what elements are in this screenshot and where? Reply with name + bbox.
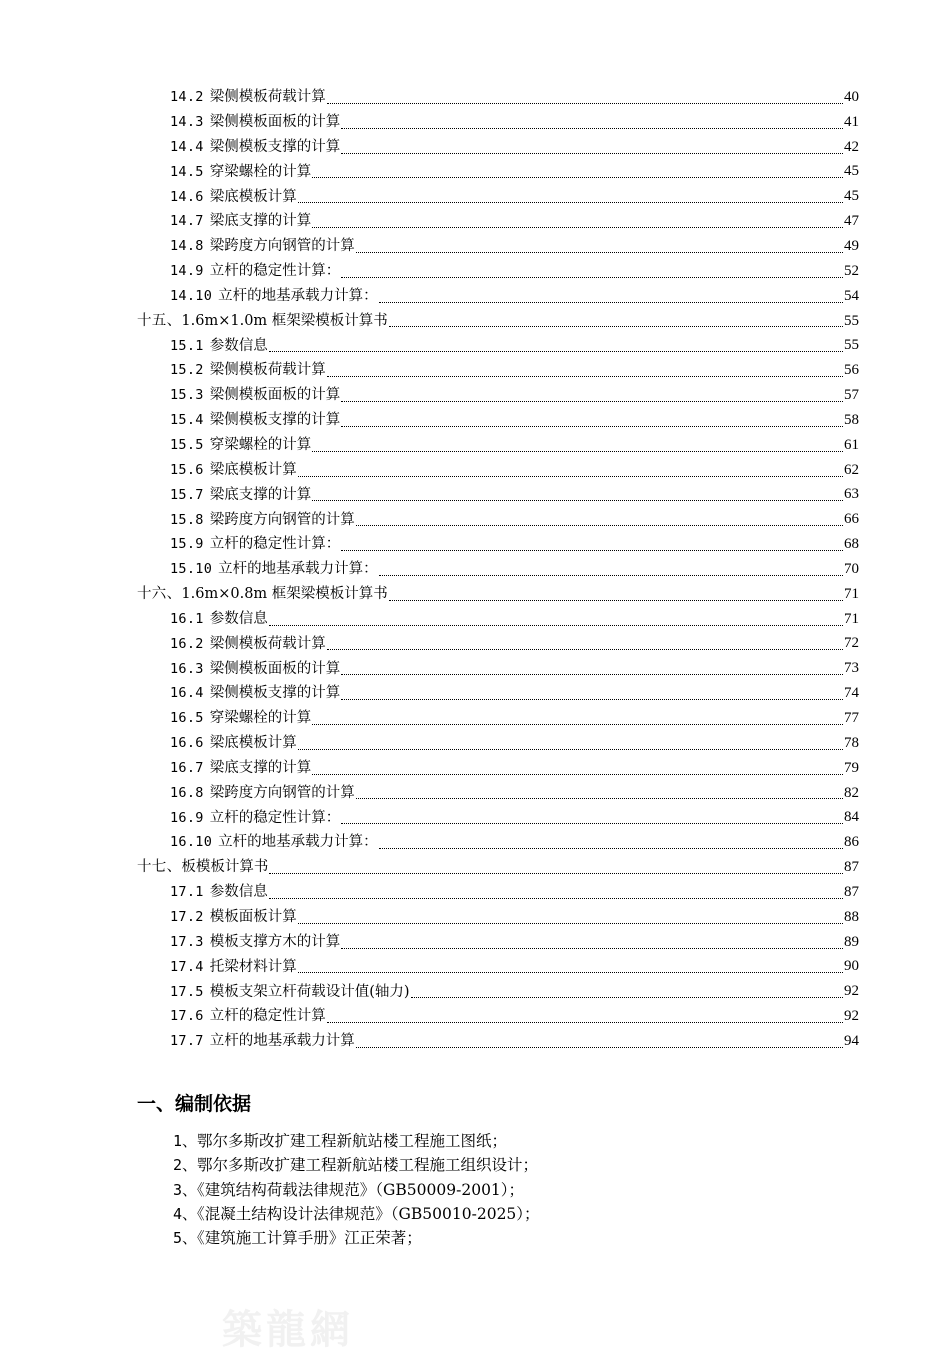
toc-dot-leader (341, 401, 843, 402)
toc-entry-title (170, 140, 340, 155)
toc-entry-number: 17.5 (170, 983, 204, 1000)
toc-section-entry[interactable] (0, 259, 950, 284)
basis-item (137, 1153, 877, 1177)
toc-page-number: 57 (844, 387, 859, 404)
toc-entry-number: 17.4 (170, 958, 204, 975)
toc-section-entry[interactable] (0, 979, 950, 1004)
toc-entry-title (170, 711, 311, 726)
toc-page-number: 71 (844, 610, 859, 627)
toc-entry-text: 1.6m×0.8m 框架梁模板计算书 (181, 586, 388, 603)
toc-dot-leader (327, 1022, 843, 1023)
basis-item-text: 《混凝土结构设计法律规范》（GB50010-2025）； (197, 1204, 540, 1223)
toc-entry-number: 16.4 (170, 685, 204, 702)
toc-entry-text: 梁底模板计算 (209, 461, 297, 478)
toc-entry-title (137, 860, 268, 875)
toc-entry-title (170, 662, 340, 677)
toc-entry-text: 立杆的稳定性计算： (209, 809, 341, 826)
toc-dot-leader (269, 351, 843, 352)
toc-entry-text: 梁底支撑的计算 (209, 213, 312, 230)
toc-entry-number: 14.3 (170, 114, 204, 131)
toc-section-entry[interactable] (0, 880, 950, 905)
toc-page-number: 74 (844, 685, 859, 702)
toc-entry-title (170, 488, 311, 503)
basis-item (137, 1178, 877, 1202)
toc-entry-number: 14.8 (170, 238, 204, 255)
toc-page-number: 87 (844, 859, 859, 876)
toc-entry-number: 15.6 (170, 461, 204, 478)
toc-page-number: 78 (844, 734, 859, 751)
toc-dot-leader (327, 103, 843, 104)
toc-entry-text: 模板面板计算 (209, 909, 297, 926)
toc-dot-leader (341, 823, 843, 824)
toc-entry-number: 16.3 (170, 660, 204, 677)
toc-page-number: 89 (844, 933, 859, 950)
toc-entry-number: 14.10 (170, 287, 213, 304)
toc-entry-title (170, 910, 297, 925)
toc-entry-title (170, 736, 297, 751)
toc-dot-leader (269, 625, 843, 626)
toc-entry-number: 十六、 (137, 586, 182, 603)
toc-dot-leader (312, 227, 843, 228)
toc-dot-leader (269, 898, 843, 899)
basis-list (137, 1129, 877, 1250)
toc-dot-leader (327, 649, 843, 650)
toc-dot-leader (356, 798, 843, 799)
toc-entry-text: 梁跨度方向钢管的计算 (209, 511, 355, 528)
toc-entry-number: 15.2 (170, 362, 204, 379)
basis-item-index: 1、 (173, 1132, 198, 1150)
toc-dot-leader (356, 1047, 843, 1048)
toc-dot-leader (312, 177, 843, 178)
toc-entry-text: 梁侧模板支撑的计算 (209, 685, 341, 702)
section-compilation-basis (137, 1089, 877, 1250)
toc-entry-number: 十七、 (137, 859, 182, 876)
toc-dot-leader (298, 476, 843, 477)
toc-page-number: 72 (844, 635, 859, 652)
toc-dot-leader (341, 128, 843, 129)
toc-entry-title (170, 264, 340, 279)
toc-entry-title (170, 786, 355, 801)
basis-item-text: 鄂尔多斯改扩建工程新航站楼工程施工图纸； (197, 1132, 508, 1150)
toc-dot-leader (312, 774, 843, 775)
toc-section-entry[interactable] (0, 930, 950, 955)
toc-entry-text: 立杆的稳定性计算： (209, 536, 341, 553)
toc-entry-text: 梁跨度方向钢管的计算 (209, 238, 355, 255)
toc-entry-title (170, 1034, 355, 1049)
toc-entry-text: 立杆的稳定性计算 (209, 1008, 326, 1025)
toc-section-entry[interactable] (0, 632, 950, 657)
toc-entry-text: 梁侧模板荷载计算 (209, 89, 326, 106)
toc-section-entry[interactable] (0, 805, 950, 830)
basis-item-index: 3、 (173, 1180, 198, 1199)
toc-section-entry[interactable] (0, 507, 950, 532)
toc-page-number: 54 (844, 287, 859, 304)
toc-page-number: 47 (844, 213, 859, 230)
toc-page-number: 86 (844, 834, 859, 851)
toc-dot-leader (312, 724, 843, 725)
toc-section-entry[interactable] (0, 209, 950, 234)
toc-page-number: 45 (844, 163, 859, 180)
toc-section-entry[interactable] (0, 905, 950, 930)
toc-section-entry[interactable] (0, 433, 950, 458)
table-of-contents (0, 85, 950, 1054)
toc-dot-leader (341, 550, 843, 551)
toc-dot-leader (298, 923, 843, 924)
toc-page-number: 77 (844, 710, 859, 727)
toc-entry-title (170, 388, 340, 403)
toc-entry-title (170, 537, 340, 552)
toc-section-entry[interactable] (0, 1004, 950, 1029)
toc-entry-number: 16.1 (170, 610, 204, 627)
toc-entry-number: 17.2 (170, 909, 204, 926)
toc-entry-title (170, 960, 297, 975)
basis-item-text: 鄂尔多斯改扩建工程新航站楼工程施工组织设计； (197, 1156, 539, 1175)
toc-section-entry[interactable] (0, 1029, 950, 1054)
basis-item-index: 5、 (173, 1229, 198, 1248)
toc-dot-leader (356, 525, 843, 526)
toc-entry-number: 15.7 (170, 486, 204, 503)
toc-page-number: 58 (844, 411, 859, 428)
toc-page-number: 68 (844, 536, 859, 553)
toc-entry-number: 14.5 (170, 163, 204, 180)
toc-entry-title (170, 363, 326, 378)
toc-dot-leader (341, 153, 843, 154)
toc-page-number: 55 (844, 312, 859, 329)
toc-entry-text: 模板支架立杆荷载设计值(轴力) (209, 983, 410, 1000)
toc-entry-text: 梁底支撑的计算 (209, 759, 312, 776)
toc-dot-leader (379, 848, 843, 849)
toc-dot-leader (298, 749, 843, 750)
toc-page-number: 52 (844, 262, 859, 279)
toc-entry-number: 17.7 (170, 1033, 204, 1050)
toc-page-number: 79 (844, 759, 859, 776)
toc-entry-title (170, 761, 311, 776)
toc-entry-title (170, 413, 340, 428)
toc-entry-title (170, 513, 355, 528)
toc-section-entry[interactable] (0, 656, 950, 681)
toc-page-number: 42 (844, 138, 859, 155)
toc-entry-title (170, 239, 355, 254)
toc-entry-text: 梁侧模板面板的计算 (209, 660, 341, 677)
toc-entry-text: 梁底模板计算 (209, 188, 297, 205)
toc-entry-text: 穿梁螺栓的计算 (209, 710, 312, 727)
toc-section-entry[interactable] (0, 681, 950, 706)
basis-item (137, 1202, 877, 1226)
toc-dot-leader (379, 575, 843, 576)
toc-page-number: 41 (844, 113, 859, 130)
toc-section-entry[interactable] (0, 284, 950, 309)
toc-section-entry[interactable] (0, 955, 950, 980)
toc-entry-number: 14.4 (170, 138, 204, 155)
toc-entry-title (170, 165, 311, 180)
toc-page-number: 45 (844, 188, 859, 205)
toc-entry-number: 14.2 (170, 89, 204, 106)
toc-dot-leader (341, 674, 843, 675)
toc-page-number: 73 (844, 660, 859, 677)
toc-page-number: 49 (844, 237, 859, 254)
toc-dot-leader (341, 426, 843, 427)
basis-item (137, 1226, 877, 1250)
basis-item-text: 《建筑施工计算手册》江正荣著； (197, 1229, 422, 1248)
toc-section-entry[interactable] (0, 458, 950, 483)
toc-entry-text: 梁侧模板荷载计算 (209, 362, 326, 379)
toc-section-entry[interactable] (0, 383, 950, 408)
toc-entry-text: 梁侧模板支撑的计算 (209, 138, 341, 155)
toc-entry-title (170, 289, 378, 304)
toc-entry-text: 穿梁螺栓的计算 (209, 163, 312, 180)
toc-entry-title (170, 637, 326, 652)
toc-section-entry[interactable] (0, 781, 950, 806)
toc-dot-leader (298, 202, 843, 203)
toc-entry-text: 梁侧模板支撑的计算 (209, 412, 341, 429)
toc-entry-number: 15.3 (170, 387, 204, 404)
toc-section-entry[interactable] (0, 483, 950, 508)
toc-chapter-entry[interactable] (0, 309, 950, 334)
toc-page-number: 88 (844, 908, 859, 925)
toc-section-entry[interactable] (0, 333, 950, 358)
toc-entry-title (170, 612, 268, 627)
toc-dot-leader (389, 600, 843, 601)
toc-section-entry[interactable] (0, 532, 950, 557)
toc-entry-text: 立杆的稳定性计算： (209, 263, 341, 280)
toc-dot-leader (327, 376, 843, 377)
toc-dot-leader (411, 997, 843, 998)
toc-entry-text: 参数信息 (209, 610, 268, 627)
toc-entry-number: 17.1 (170, 884, 204, 901)
toc-entry-text: 1.6m×1.0m 框架梁模板计算书 (181, 312, 388, 329)
toc-entry-title (170, 935, 340, 950)
watermark-logo: 築龍網 (222, 1306, 354, 1353)
toc-entry-title (170, 835, 378, 850)
toc-entry-text: 板模板计算书 (181, 859, 269, 876)
toc-entry-title (170, 985, 410, 1000)
toc-page-number: 94 (844, 1032, 859, 1049)
toc-section-entry[interactable] (0, 408, 950, 433)
toc-dot-leader (379, 302, 843, 303)
basis-item-index: 2、 (173, 1156, 198, 1175)
toc-entry-text: 立杆的地基承载力计算 (209, 1033, 355, 1050)
toc-dot-leader (356, 252, 843, 253)
toc-entry-title (170, 562, 378, 577)
toc-section-entry[interactable] (0, 160, 950, 185)
toc-section-entry[interactable] (0, 607, 950, 632)
toc-dot-leader (269, 873, 843, 874)
toc-page-number: 55 (844, 337, 859, 354)
toc-section-entry[interactable] (0, 110, 950, 135)
toc-entry-number: 17.6 (170, 1008, 204, 1025)
toc-entry-text: 立杆的地基承载力计算： (218, 287, 378, 304)
toc-entry-text: 穿梁螺栓的计算 (209, 436, 312, 453)
toc-page-number: 90 (844, 958, 859, 975)
toc-entry-title (170, 339, 268, 354)
toc-entry-text: 梁侧模板荷载计算 (209, 635, 326, 652)
toc-entry-number: 14.9 (170, 263, 204, 280)
toc-entry-title (170, 885, 268, 900)
toc-entry-title (170, 438, 311, 453)
toc-page-number: 82 (844, 784, 859, 801)
toc-chapter-entry[interactable] (0, 582, 950, 607)
toc-dot-leader (341, 277, 843, 278)
toc-entry-text: 模板支撑方木的计算 (209, 933, 341, 950)
toc-entry-text: 托梁材料计算 (209, 958, 297, 975)
toc-entry-number: 16.6 (170, 735, 204, 752)
toc-section-entry[interactable] (0, 135, 950, 160)
toc-dot-leader (312, 451, 843, 452)
section-heading: 一、编制依据 (137, 1093, 252, 1115)
toc-section-entry[interactable] (0, 234, 950, 259)
toc-entry-text: 立杆的地基承载力计算： (218, 834, 378, 851)
toc-entry-text: 梁跨度方向钢管的计算 (209, 784, 355, 801)
toc-entry-number: 16.10 (170, 834, 213, 851)
basis-item-text: 《建筑结构荷载法律规范》（GB50009-2001）； (197, 1180, 525, 1199)
toc-dot-leader (312, 500, 843, 501)
toc-page-number: 87 (844, 883, 859, 900)
toc-dot-leader (341, 948, 843, 949)
toc-page-number: 70 (844, 560, 859, 577)
toc-entry-number: 15.1 (170, 337, 204, 354)
toc-entry-number: 15.10 (170, 561, 213, 578)
toc-entry-number: 15.9 (170, 536, 204, 553)
toc-section-entry[interactable] (0, 731, 950, 756)
toc-page-number: 84 (844, 809, 859, 826)
toc-entry-text: 参数信息 (209, 337, 268, 354)
toc-page-number: 40 (844, 88, 859, 105)
toc-section-entry[interactable] (0, 830, 950, 855)
toc-section-entry[interactable] (0, 557, 950, 582)
toc-page-number: 71 (844, 585, 859, 602)
toc-entry-title (170, 115, 340, 130)
toc-dot-leader (298, 972, 843, 973)
toc-chapter-entry[interactable] (0, 855, 950, 880)
toc-dot-leader (389, 326, 843, 327)
toc-page-number: 92 (844, 983, 859, 1000)
toc-entry-title (137, 314, 388, 329)
toc-entry-text: 梁侧模板面板的计算 (209, 387, 341, 404)
toc-entry-number: 16.2 (170, 635, 204, 652)
toc-section-entry[interactable] (0, 358, 950, 383)
toc-entry-number: 16.7 (170, 759, 204, 776)
toc-page-number: 61 (844, 436, 859, 453)
toc-entry-title (170, 90, 326, 105)
toc-entry-title (170, 214, 311, 229)
toc-page-number: 66 (844, 511, 859, 528)
toc-entry-title (170, 190, 297, 205)
toc-entry-number: 17.3 (170, 933, 204, 950)
toc-page-number: 92 (844, 1008, 859, 1025)
toc-section-entry[interactable] (0, 756, 950, 781)
toc-entry-number: 14.6 (170, 188, 204, 205)
toc-page-number: 56 (844, 362, 859, 379)
toc-section-entry[interactable] (0, 184, 950, 209)
toc-entry-title (170, 1009, 326, 1024)
toc-entry-text: 参数信息 (209, 884, 268, 901)
toc-section-entry[interactable] (0, 706, 950, 731)
toc-dot-leader (341, 699, 843, 700)
toc-entry-number: 16.9 (170, 809, 204, 826)
toc-entry-number: 15.4 (170, 412, 204, 429)
toc-entry-text: 立杆的地基承载力计算： (218, 561, 378, 578)
basis-item (137, 1129, 877, 1153)
toc-page-number: 63 (844, 486, 859, 503)
toc-entry-number: 16.5 (170, 710, 204, 727)
toc-entry-title (170, 811, 340, 826)
basis-item-index: 4、 (173, 1204, 198, 1223)
toc-entry-text: 梁底支撑的计算 (209, 486, 312, 503)
toc-page-number: 62 (844, 461, 859, 478)
toc-section-entry[interactable] (0, 85, 950, 110)
toc-entry-title (137, 587, 388, 602)
toc-entry-number: 16.8 (170, 784, 204, 801)
toc-entry-title (170, 463, 297, 478)
toc-entry-number: 15.5 (170, 436, 204, 453)
toc-entry-number: 十五、 (137, 312, 182, 329)
toc-entry-number: 15.8 (170, 511, 204, 528)
toc-entry-title (170, 686, 340, 701)
toc-entry-number: 14.7 (170, 213, 204, 230)
toc-entry-text: 梁侧模板面板的计算 (209, 114, 341, 131)
toc-entry-text: 梁底模板计算 (209, 735, 297, 752)
